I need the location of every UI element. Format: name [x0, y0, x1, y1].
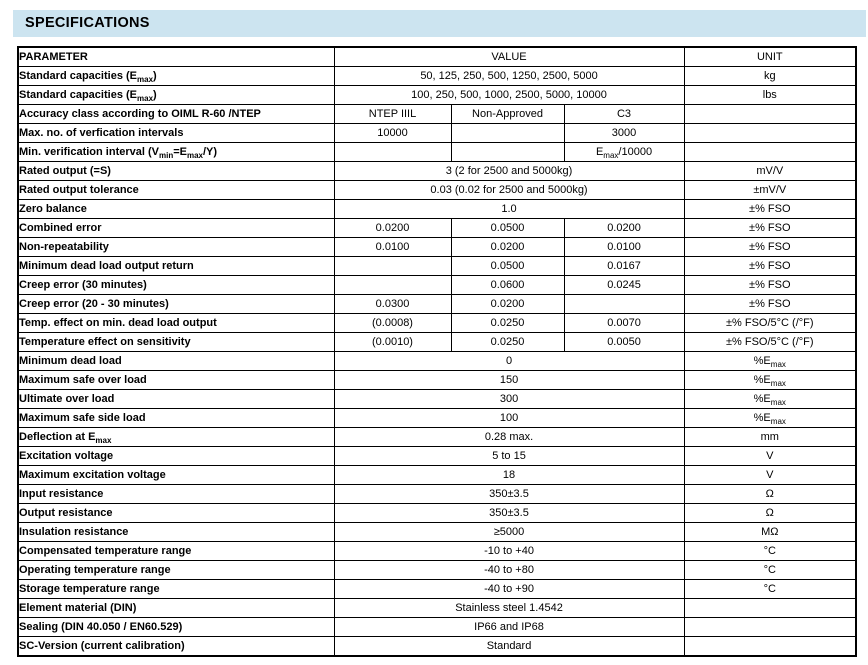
- parameter-cell: Rated output (=S): [18, 162, 334, 181]
- unit-cell: [684, 618, 856, 637]
- table-row: [18, 371, 856, 390]
- value-cell: Standard: [334, 637, 684, 657]
- table-row: [18, 86, 856, 105]
- unit-cell: ±% FSO: [684, 276, 856, 295]
- table-row: [18, 143, 856, 162]
- value-cell: 0.0250: [451, 314, 564, 333]
- parameter-cell: Accuracy class according to OIML R-60 /NTEP: [18, 105, 334, 124]
- value-cell: -40 to +80: [334, 561, 684, 580]
- unit-cell: kg: [684, 67, 856, 86]
- unit-cell: V: [684, 447, 856, 466]
- table-header-row: [18, 47, 856, 67]
- value-cell: 0.0167: [564, 257, 684, 276]
- unit-cell: ±% FSO/5°C (/°F): [684, 333, 856, 352]
- value-cell: 0.0500: [451, 219, 564, 238]
- parameter-cell: Output resistance: [18, 504, 334, 523]
- unit-cell: [684, 143, 856, 162]
- unit-cell: °C: [684, 580, 856, 599]
- parameter-cell: Rated output tolerance: [18, 181, 334, 200]
- parameter-cell: Minimum dead load: [18, 352, 334, 371]
- section-header: [13, 10, 866, 37]
- table-row: [18, 314, 856, 333]
- value-cell: 0.0100: [564, 238, 684, 257]
- parameter-cell: Ultimate over load: [18, 390, 334, 409]
- unit-cell: [684, 124, 856, 143]
- table-row: [18, 390, 856, 409]
- value-cell: 0.0070: [564, 314, 684, 333]
- table-row: [18, 219, 856, 238]
- parameter-cell: Maximum safe side load: [18, 409, 334, 428]
- unit-cell: ±mV/V: [684, 181, 856, 200]
- table-row: [18, 618, 856, 637]
- unit-cell: $\%E_{max}$: [684, 409, 856, 428]
- table-row: [18, 352, 856, 371]
- unit-cell: mV/V: [684, 162, 856, 181]
- parameter-cell: Minimum dead load output return: [18, 257, 334, 276]
- parameter-cell: Sealing (DIN 40.050 / EN60.529): [18, 618, 334, 637]
- value-cell: [334, 143, 451, 162]
- value-cell: [334, 276, 451, 295]
- parameter-cell: Standard capacities $(E_{max})$: [18, 86, 334, 105]
- unit-cell: $\%E_{max}$: [684, 390, 856, 409]
- unit-cell: ±% FSO: [684, 295, 856, 314]
- value-cell: 0.0300: [334, 295, 451, 314]
- value-cell: -10 to +40: [334, 542, 684, 561]
- value-cell: -40 to +90: [334, 580, 684, 599]
- column-header-unit: UNIT: [684, 47, 856, 67]
- parameter-cell: Combined error: [18, 219, 334, 238]
- value-cell: 350±3.5: [334, 485, 684, 504]
- parameter-cell: Temp. effect on min. dead load output: [18, 314, 334, 333]
- column-header-value: VALUE: [334, 47, 684, 67]
- value-cell: 0.0500: [451, 257, 564, 276]
- value-cell: 50, 125, 250, 500, 1250, 2500, 5000: [334, 67, 684, 86]
- table-row: [18, 124, 856, 143]
- value-cell: NTEP IIIL: [334, 105, 451, 124]
- value-cell: 0.0100: [334, 238, 451, 257]
- table-row: [18, 561, 856, 580]
- table-row: [18, 238, 856, 257]
- parameter-cell: Temperature effect on sensitivity: [18, 333, 334, 352]
- parameter-cell: Insulation resistance: [18, 523, 334, 542]
- unit-cell: lbs: [684, 86, 856, 105]
- value-cell: 0: [334, 352, 684, 371]
- value-cell: $E_{max}/10000$: [564, 143, 684, 162]
- unit-cell: °C: [684, 542, 856, 561]
- value-cell: IP66 and IP68: [334, 618, 684, 637]
- value-cell: 150: [334, 371, 684, 390]
- table-row: [18, 181, 856, 200]
- parameter-cell: Storage temperature range: [18, 580, 334, 599]
- value-cell: 100: [334, 409, 684, 428]
- value-cell: 0.0050: [564, 333, 684, 352]
- table-body: [18, 47, 856, 656]
- unit-cell: $\%E_{max}$: [684, 352, 856, 371]
- unit-cell: [684, 105, 856, 124]
- unit-cell: Ω: [684, 504, 856, 523]
- table-row: [18, 580, 856, 599]
- parameter-cell: Input resistance: [18, 485, 334, 504]
- parameter-cell: Max. no. of verfication intervals: [18, 124, 334, 143]
- value-cell: 18: [334, 466, 684, 485]
- parameter-cell: Creep error (30 minutes): [18, 276, 334, 295]
- value-cell: [334, 257, 451, 276]
- value-cell: 0.0250: [451, 333, 564, 352]
- parameter-cell: Excitation voltage: [18, 447, 334, 466]
- parameter-cell: Maximum excitation voltage: [18, 466, 334, 485]
- parameter-cell: Maximum safe over load: [18, 371, 334, 390]
- unit-cell: MΩ: [684, 523, 856, 542]
- table-row: [18, 599, 856, 618]
- value-cell: 10000: [334, 124, 451, 143]
- value-cell: 3 (2 for 2500 and 5000kg): [334, 162, 684, 181]
- parameter-cell: Compensated temperature range: [18, 542, 334, 561]
- value-cell: (0.0008): [334, 314, 451, 333]
- value-cell: 350±3.5: [334, 504, 684, 523]
- table-row: [18, 504, 856, 523]
- table-row: [18, 466, 856, 485]
- unit-cell: ±% FSO: [684, 200, 856, 219]
- parameter-cell: Deflection at $E_{max}$: [18, 428, 334, 447]
- unit-cell: [684, 637, 856, 657]
- value-cell: [564, 295, 684, 314]
- value-cell: 0.0200: [564, 219, 684, 238]
- parameter-cell: Standard capacities $(E_{max})$: [18, 67, 334, 86]
- table-row: [18, 162, 856, 181]
- unit-cell: ±% FSO: [684, 238, 856, 257]
- table-row: [18, 523, 856, 542]
- table-row: [18, 295, 856, 314]
- value-cell: [451, 143, 564, 162]
- table-row: [18, 333, 856, 352]
- value-cell: 0.0200: [451, 238, 564, 257]
- value-cell: (0.0010): [334, 333, 451, 352]
- value-cell: Stainless steel 1.4542: [334, 599, 684, 618]
- value-cell: 0.0200: [451, 295, 564, 314]
- parameter-cell: Operating temperature range: [18, 561, 334, 580]
- unit-cell: °C: [684, 561, 856, 580]
- table-row: [18, 542, 856, 561]
- column-header-parameter: PARAMETER: [18, 47, 334, 67]
- value-cell: 0.0245: [564, 276, 684, 295]
- table-row: [18, 105, 856, 124]
- specifications-table: [17, 46, 857, 657]
- unit-cell: Ω: [684, 485, 856, 504]
- value-cell: 0.0600: [451, 276, 564, 295]
- value-cell: Non-Approved: [451, 105, 564, 124]
- value-cell: 1.0: [334, 200, 684, 219]
- unit-cell: ±% FSO/5°C (/°F): [684, 314, 856, 333]
- unit-cell: [684, 599, 856, 618]
- table-row: [18, 409, 856, 428]
- unit-cell: V: [684, 466, 856, 485]
- parameter-cell: Min. verification interval $(V_{min}=E_{max}/Y)$: [18, 143, 334, 162]
- parameter-cell: Element material (DIN): [18, 599, 334, 618]
- parameter-cell: Non-repeatability: [18, 238, 334, 257]
- table-row: [18, 637, 856, 657]
- unit-cell: $\%E_{max}$: [684, 371, 856, 390]
- value-cell: 5 to 15: [334, 447, 684, 466]
- value-cell: 300: [334, 390, 684, 409]
- table-row: [18, 428, 856, 447]
- table-row: [18, 67, 856, 86]
- value-cell: 100, 250, 500, 1000, 2500, 5000, 10000: [334, 86, 684, 105]
- value-cell: ≥5000: [334, 523, 684, 542]
- parameter-cell: SC-Version (current calibration): [18, 637, 334, 657]
- page-title: SPECIFICATIONS: [25, 15, 150, 31]
- table-row: [18, 257, 856, 276]
- value-cell: 0.03 (0.02 for 2500 and 5000kg): [334, 181, 684, 200]
- value-cell: 3000: [564, 124, 684, 143]
- value-cell: [451, 124, 564, 143]
- parameter-cell: Zero balance: [18, 200, 334, 219]
- unit-cell: ±% FSO: [684, 257, 856, 276]
- value-cell: 0.0200: [334, 219, 451, 238]
- unit-cell: ±% FSO: [684, 219, 856, 238]
- table-row: [18, 276, 856, 295]
- table-row: [18, 200, 856, 219]
- value-cell: 0.28 max.: [334, 428, 684, 447]
- table-row: [18, 485, 856, 504]
- value-cell: C3: [564, 105, 684, 124]
- unit-cell: mm: [684, 428, 856, 447]
- parameter-cell: Creep error (20 - 30 minutes): [18, 295, 334, 314]
- table-row: [18, 447, 856, 466]
